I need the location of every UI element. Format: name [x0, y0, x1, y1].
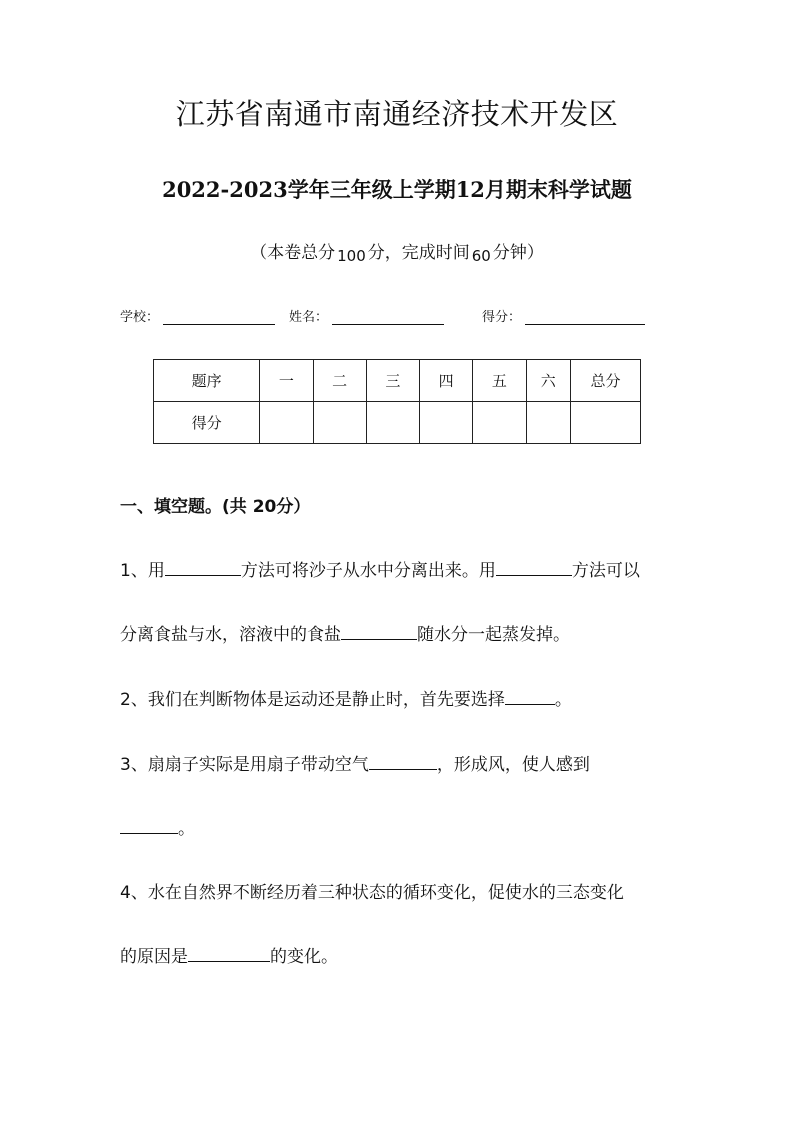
- table-header-cell: 题序: [154, 360, 260, 402]
- answer-blank[interactable]: [120, 819, 178, 834]
- score-cell[interactable]: [473, 402, 526, 444]
- table-header-cell: 四: [420, 360, 473, 402]
- question-text: 3、扇扇子实际是用扇子带动空气: [120, 755, 369, 775]
- question-text: 分离食盐与水，溶液中的食盐: [120, 625, 341, 645]
- question-text: 1、用: [120, 561, 165, 581]
- question-3-line-2: [120, 814, 195, 839]
- question-text: 。: [554, 690, 572, 710]
- score-cell[interactable]: [313, 402, 366, 444]
- answer-blank[interactable]: [341, 625, 417, 640]
- note-total-score: 100: [337, 247, 366, 265]
- score-cell[interactable]: [366, 402, 419, 444]
- table-header-cell: 一: [260, 360, 313, 402]
- note-open: （本卷总分: [250, 243, 336, 263]
- table-header-cell: 六: [526, 360, 570, 402]
- question-text: 。: [178, 819, 195, 839]
- note-close: 分钟）: [492, 243, 544, 263]
- name-blank[interactable]: [332, 310, 444, 325]
- score-label: 得分：: [482, 310, 522, 325]
- table-header-cell: 五: [473, 360, 526, 402]
- score-table-header-row: [154, 360, 641, 402]
- answer-blank[interactable]: [165, 561, 241, 576]
- question-text: 的原因是: [120, 947, 188, 967]
- score-field[interactable]: [482, 306, 645, 325]
- score-cell[interactable]: [260, 402, 313, 444]
- question-text: 2、我们在判断物体是运动还是静止时，首先要选择: [120, 690, 505, 710]
- question-text: 随水分一起蒸发掉。: [417, 625, 570, 645]
- score-cell[interactable]: [526, 402, 570, 444]
- question-text: ，形成风，使人感到: [436, 755, 590, 775]
- school-blank[interactable]: [163, 310, 275, 325]
- school-field[interactable]: [120, 306, 275, 325]
- answer-blank[interactable]: [496, 561, 572, 576]
- score-cell[interactable]: [420, 402, 473, 444]
- question-2: [120, 685, 572, 710]
- exam-note: [0, 238, 794, 263]
- name-field[interactable]: [289, 306, 444, 325]
- exam-title: 2022-2023学年三年级上学期12月期末科学试题: [162, 177, 632, 202]
- note-mid: 分，完成时间: [367, 243, 470, 263]
- name-label: 姓名：: [289, 310, 329, 325]
- table-header-cell: 三: [366, 360, 419, 402]
- answer-blank[interactable]: [369, 755, 437, 770]
- score-cell[interactable]: [571, 402, 641, 444]
- score-blank[interactable]: [525, 310, 645, 325]
- exam-region-title: 江苏省南通市南通经济技术开发区: [175, 97, 619, 131]
- question-text: 方法可以: [571, 561, 640, 581]
- question-4-line-2: [120, 942, 338, 967]
- question-1-line-2: [120, 620, 570, 645]
- question-4-line-1: [120, 878, 624, 903]
- question-text: 4、水在自然界不断经历着三种状态的循环变化，促使水的三态变化: [120, 883, 624, 903]
- score-table: [153, 359, 641, 444]
- table-row-label: 得分: [154, 402, 260, 444]
- question-1-line-1: [120, 556, 640, 581]
- table-header-cell: 二: [313, 360, 366, 402]
- score-table-score-row: [154, 402, 641, 444]
- question-text: 的变化。: [270, 947, 338, 967]
- note-time: 60: [471, 247, 491, 265]
- section-heading: 一、填空题。(共 20分）: [120, 497, 311, 517]
- school-label: 学校：: [120, 310, 160, 325]
- question-text: 方法可将沙子从水中分离出来。用: [240, 561, 496, 581]
- question-3-line-1: [120, 750, 590, 775]
- answer-blank[interactable]: [505, 690, 555, 705]
- table-header-cell: 总分: [571, 360, 641, 402]
- answer-blank[interactable]: [188, 947, 270, 962]
